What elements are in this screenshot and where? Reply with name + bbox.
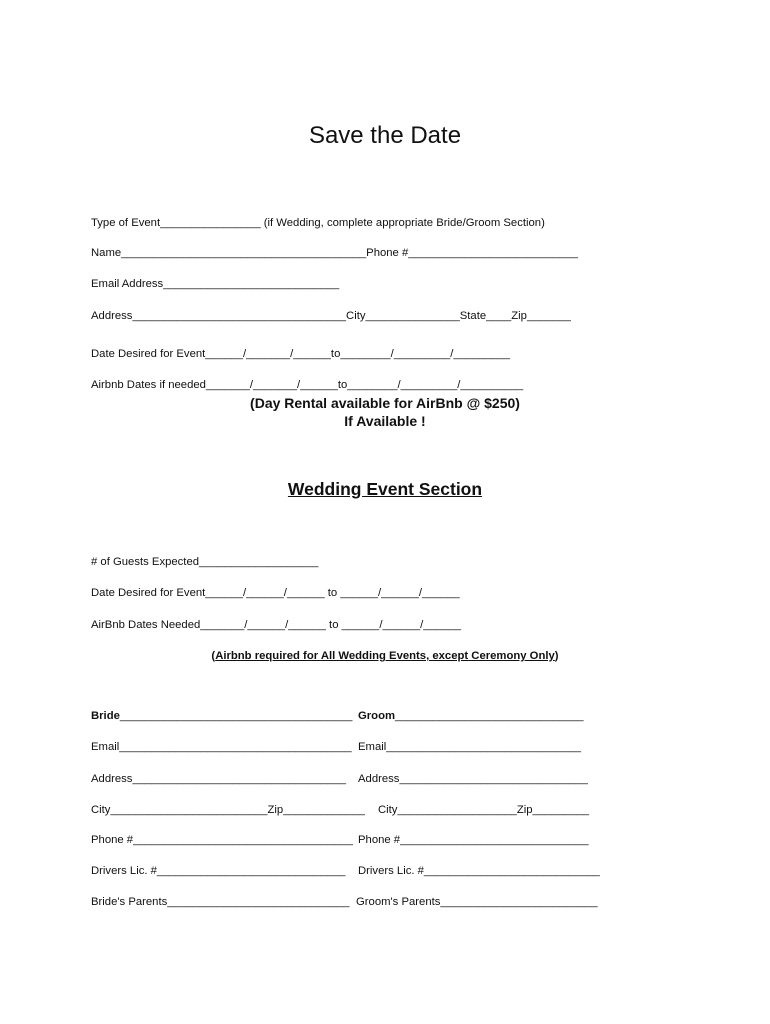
grooms-parents-line: Groom's Parents_________________________ bbox=[356, 896, 598, 908]
groom-phone-line: Phone #______________________________ bbox=[358, 834, 589, 846]
bride-drivers-lic-line: Drivers Lic. #______________________________ bbox=[91, 865, 346, 877]
bride-line bbox=[91, 710, 352, 722]
groom-address-line: Address______________________________ bbox=[358, 773, 588, 785]
bride-phone-line: Phone #___________________________________ bbox=[91, 834, 353, 846]
groom-city-zip-line: City___________________Zip_________ bbox=[378, 804, 590, 816]
bride-city-zip-line: City_________________________Zip_____________ bbox=[91, 804, 365, 816]
brides-parents-line: Bride's Parents_____________________________ bbox=[91, 896, 350, 908]
bride-email-line: Email_____________________________________ bbox=[91, 741, 352, 753]
day-rental-note: (Day Rental available for AirBnb @ $250) bbox=[250, 395, 520, 411]
note-close-paren: ) bbox=[554, 650, 559, 662]
groom-drivers-lic-line: Drivers Lic. #____________________________ bbox=[358, 865, 600, 877]
address-line: Address__________________________________City_______________State____Zip_______ bbox=[91, 310, 571, 322]
airbnb-required-note bbox=[0, 650, 770, 662]
page-title: Save the Date bbox=[308, 122, 462, 149]
date-desired-line: Date Desired for Event______/_______/______to________/_________/_________ bbox=[91, 348, 510, 360]
name-phone-line: Name_______________________________________Phone #___________________________ bbox=[91, 247, 578, 259]
if-available-note: If Available ! bbox=[344, 413, 426, 429]
note-open-paren: ( bbox=[211, 650, 216, 662]
guests-expected-line: # of Guests Expected___________________ bbox=[91, 556, 319, 568]
wedding-section-heading: Wedding Event Section bbox=[287, 479, 483, 499]
wedding-airbnb-dates-line: AirBnb Dates Needed_______/______/______ to ______/______/______ bbox=[91, 619, 461, 631]
note-text: Airbnb required for All Wedding Events, except Ceremony Only bbox=[215, 650, 555, 662]
type-of-event-line: Type of Event________________ (if Wedding, complete appropriate Bride/Groom Section) bbox=[91, 217, 545, 229]
bride-blank: _____________________________________ bbox=[119, 710, 353, 722]
bride-label: Bride bbox=[91, 710, 120, 722]
groom-line bbox=[358, 710, 584, 722]
bride-address-line: Address__________________________________ bbox=[91, 773, 347, 785]
email-address-line: Email Address____________________________ bbox=[91, 278, 340, 290]
groom-label: Groom bbox=[358, 710, 396, 722]
groom-email-line: Email_______________________________ bbox=[358, 741, 582, 753]
airbnb-dates-line: Airbnb Dates if needed_______/_______/______to________/_________/__________ bbox=[91, 379, 524, 391]
groom-blank: ______________________________ bbox=[395, 710, 584, 722]
wedding-date-desired-line: Date Desired for Event______/______/______ to ______/______/______ bbox=[91, 587, 460, 599]
